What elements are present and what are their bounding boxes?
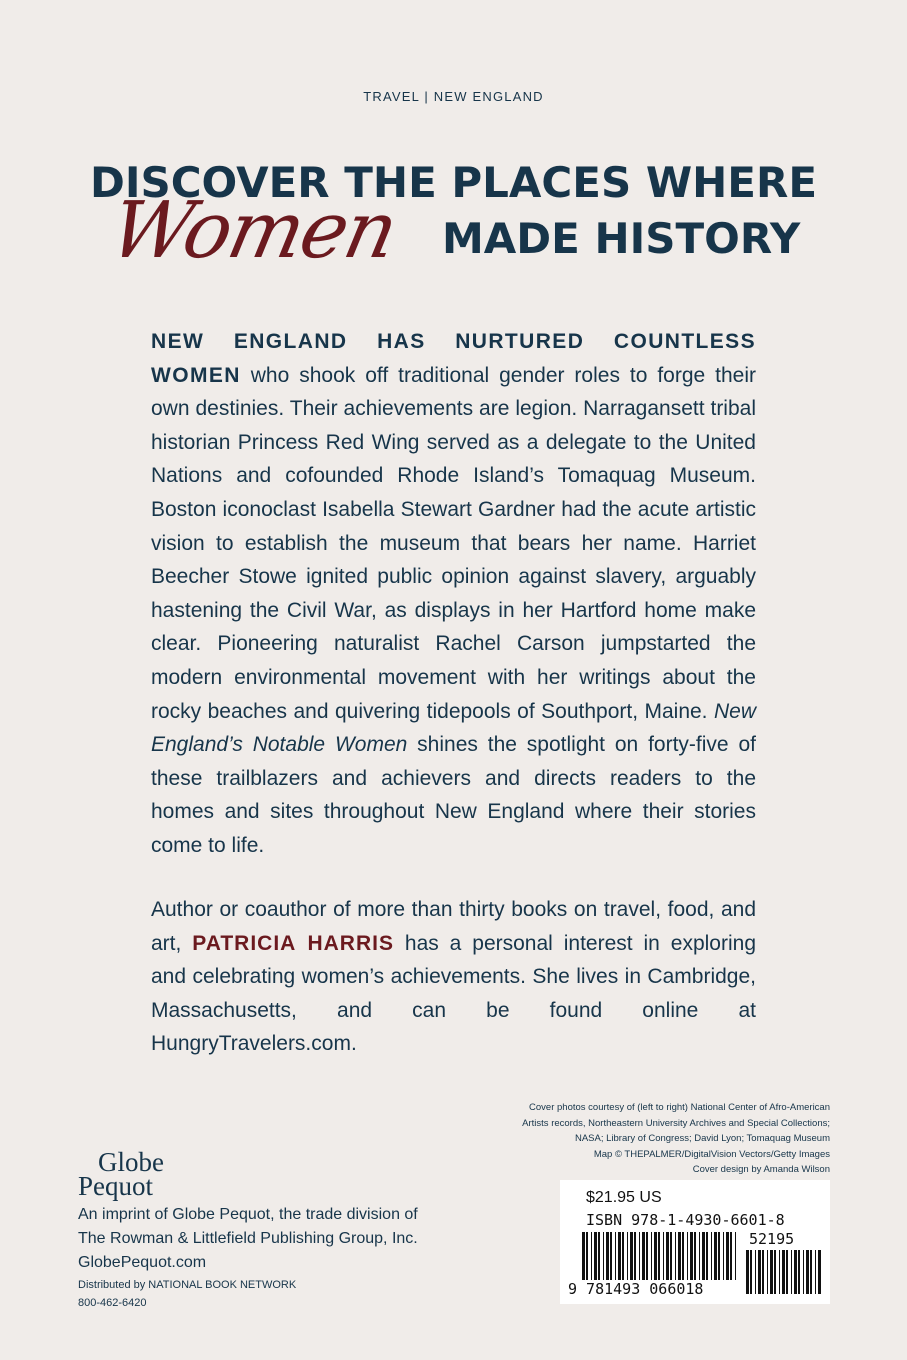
barcode-bar (658, 1232, 660, 1280)
barcode-bar (770, 1250, 773, 1294)
barcode-bar (711, 1232, 712, 1280)
barcode-bar (678, 1232, 681, 1280)
blurb-lead: NEW ENGLAND HAS NURTURED COUNTLESS WOMEN (151, 330, 756, 387)
barcode-bar (798, 1250, 800, 1294)
barcode-bar (714, 1232, 717, 1280)
barcode-bar (818, 1250, 821, 1294)
credit-line: Cover photos courtesy of (left to right) National Center of Afro-American (529, 1102, 830, 1113)
author-bio (151, 893, 756, 1061)
credit-line: Artists records, Northeastern University Archives and Special Collections; (522, 1117, 830, 1129)
barcode-bar (627, 1232, 628, 1280)
barcode-bar (610, 1232, 612, 1280)
blurb-text-1: who shook off traditional gender roles to forge their own destinies. Their achievements are legion. Narragansett tribal historian Princess Red Wing served as a delegate to the United Nations and cofounded Rhode Island’s Tomaquag Museum. Boston iconoclast Isabella Stewart Gardner had the acute artistic vision to establish the museum that bears her name. Harriet Beecher Stowe ignited public opinion against slavery, arguably hastening the Civil War, as displays in her Hartford home make clear. Pioneering naturalist Rachel Carson jumpstarted the modern environmental movement with her writings about the rocky beaches and quivering tidepools of Southport, Maine. (151, 363, 756, 723)
price: $21.95 US (586, 1189, 662, 1206)
barcode-bar (687, 1232, 688, 1280)
barcode-bar (718, 1232, 720, 1280)
barcode-bar (603, 1232, 604, 1280)
logo-line-1: Globe (98, 1147, 164, 1177)
category-label: TRAVEL | NEW ENGLAND (363, 89, 544, 104)
barcode-bar (639, 1232, 640, 1280)
barcode-bar (767, 1250, 768, 1294)
barcode-bar (666, 1232, 669, 1280)
barcode-bar (735, 1232, 736, 1280)
barcode-bar (618, 1232, 621, 1280)
barcode-bar (606, 1232, 609, 1280)
book-title: New England’s Notable Women (151, 699, 756, 757)
barcode-bar (750, 1250, 752, 1294)
credit-line: Cover design by Amanda Wilson (692, 1164, 830, 1175)
barcode-bar (598, 1232, 600, 1280)
barcode-bar (615, 1232, 616, 1280)
barcode-bar (654, 1232, 657, 1280)
author-name: PATRICIA HARRIS (192, 931, 394, 955)
barcode-bar (723, 1232, 724, 1280)
publisher-imprint (78, 1203, 498, 1311)
barcode-box (560, 1180, 830, 1304)
barcode-bar (682, 1232, 684, 1280)
barcode-bar (699, 1232, 700, 1280)
credit-line: NASA; Library of Congress; David Lyon; Tomaquag Museum (574, 1133, 830, 1144)
barcode-bar (586, 1232, 588, 1280)
headline-line-1: DISCOVER THE PLACES WHERE (89, 158, 818, 207)
barcode-bar (642, 1232, 645, 1280)
barcode-bar (758, 1250, 761, 1294)
barcode-bar (594, 1232, 597, 1280)
distributor: Distributed by NATIONAL BOOK NETWORK (78, 1279, 297, 1291)
credit-line: Map © THEPALMER/DigitalVision Vectors/Getty Images (593, 1148, 830, 1160)
barcode-bar (694, 1232, 696, 1280)
bio-text-2: has a personal interest in exploring and celebrating women’s achievements. She lives in Cambridge, Massachusetts, and can be found online at HungryTravelers.com. (151, 931, 757, 1056)
barcode-bar (803, 1250, 804, 1294)
barcode-bar (815, 1250, 816, 1294)
barcode-bar (746, 1250, 749, 1294)
barcode-bar (706, 1232, 708, 1280)
barcode-bar (663, 1232, 664, 1280)
barcode-bar (702, 1232, 705, 1280)
barcode-bar (730, 1232, 732, 1280)
publisher-website: GlobePequot.com (78, 1254, 207, 1271)
barcode-bar (782, 1250, 785, 1294)
barcode-bar (791, 1250, 792, 1294)
isbn: ISBN 978-1-4930-6601-8 (586, 1211, 785, 1229)
barcode-bar (779, 1250, 780, 1294)
ean-bars (582, 1232, 736, 1280)
logo-line-2: Pequot (78, 1171, 154, 1201)
blurb-text-2: shines the spotlight on forty-five of these trailblazers and achievers and directs readers to the homes and sites throughout New England where their stories come to life. (151, 733, 756, 857)
back-cover-blurb (151, 325, 756, 863)
supplement-digits: 52195 (749, 1230, 795, 1248)
barcode-bar (591, 1232, 592, 1280)
imprint-line: An imprint of Globe Pequot, the trade division of (78, 1206, 418, 1223)
barcode-bar (630, 1232, 633, 1280)
supplement-bars (746, 1250, 821, 1294)
barcode-bar (670, 1232, 672, 1280)
barcode-bar (651, 1232, 652, 1280)
imprint-line: The Rowman & Littlefield Publishing Group, Inc. (78, 1230, 418, 1247)
headline-script-word: Women (102, 186, 404, 276)
barcode-bar (726, 1232, 729, 1280)
barcode-bar (794, 1250, 797, 1294)
barcode-bar (774, 1250, 776, 1294)
publisher-logo (78, 1147, 164, 1201)
ean-digits: 9 781493 066018 (568, 1280, 704, 1298)
barcode-bar (582, 1232, 585, 1280)
cover-credits (470, 1100, 830, 1178)
barcode-bar (762, 1250, 764, 1294)
barcode-bar (755, 1250, 756, 1294)
barcode-bar (806, 1250, 809, 1294)
phone-number: 800-462-6420 (78, 1297, 147, 1309)
barcode-bar (786, 1250, 788, 1294)
headline-line-2: MADE HISTORY (442, 214, 801, 263)
bio-text-1: Author or coauthor of more than thirty books on travel, food, and art, (151, 898, 756, 955)
barcode-bar (690, 1232, 693, 1280)
barcode-bar (810, 1250, 812, 1294)
barcode-bar (622, 1232, 624, 1280)
barcode-bar (646, 1232, 648, 1280)
barcode-bar (675, 1232, 676, 1280)
barcode-bar (634, 1232, 636, 1280)
